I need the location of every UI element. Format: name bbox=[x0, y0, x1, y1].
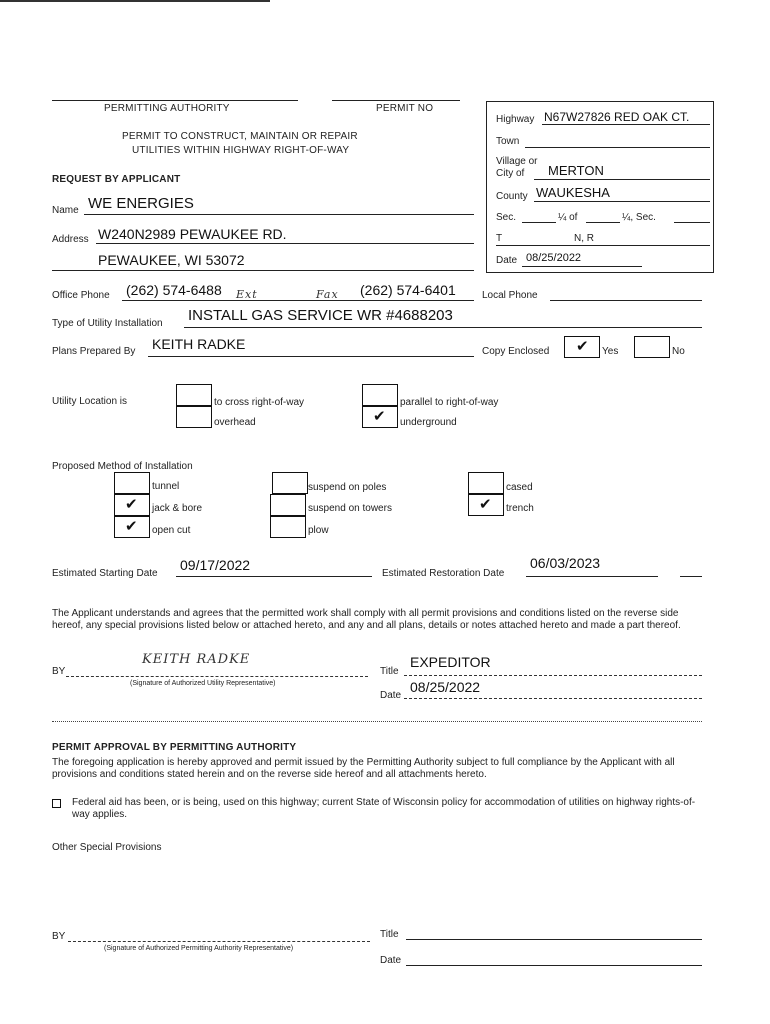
box-date-label: Date bbox=[496, 255, 518, 266]
name-label: Name bbox=[52, 205, 79, 216]
village-field[interactable]: MERTON bbox=[548, 163, 604, 178]
fax-field[interactable]: (262) 574-6401 bbox=[360, 282, 456, 298]
section-divider bbox=[52, 721, 702, 722]
suspend-towers-checkbox[interactable] bbox=[270, 494, 306, 516]
applicant-signature-caption: (Signature of Authorized Utility Representative) bbox=[130, 680, 276, 687]
underground-checkmark: ✔ bbox=[373, 407, 386, 425]
office-phone-label: Office Phone bbox=[52, 290, 110, 301]
approval-text: The foregoing application is hereby approved and permit issued by the Permitting Authority subject to full compliance by the Applicant with all provisions and conditions stated herein and on the reverse side hereof and all attachments hereto. bbox=[52, 757, 675, 780]
local-phone-field[interactable] bbox=[550, 300, 702, 301]
suspend-poles-label: suspend on poles bbox=[308, 482, 387, 493]
other-provisions-label: Other Special Provisions bbox=[52, 842, 162, 853]
restoration-date-label: Estimated Restoration Date bbox=[382, 568, 505, 579]
applicant-date-label: Date bbox=[380, 690, 402, 701]
utility-type-label: Type of Utility Installation bbox=[52, 318, 163, 329]
overhead-label: overhead bbox=[214, 417, 256, 428]
restoration-extra-underline bbox=[680, 576, 702, 577]
applicant-date-field[interactable]: 08/25/2022 bbox=[410, 679, 481, 695]
trench-label: trench bbox=[506, 503, 534, 514]
applicant-date-underline bbox=[404, 698, 702, 699]
village-label-1: Village or bbox=[496, 156, 538, 167]
sec-label: Sec. bbox=[496, 212, 517, 223]
authority-label: PERMITTING AUTHORITY bbox=[104, 103, 230, 114]
plow-label: plow bbox=[308, 525, 329, 536]
request-heading: REQUEST BY APPLICANT bbox=[52, 174, 181, 185]
open-cut-label: open cut bbox=[152, 525, 191, 536]
copy-yes-checkmark: ✔ bbox=[576, 337, 589, 355]
federal-aid-text: Federal aid has been, or is being, used on this highway; current State of Wisconsin policy for accommodation of utilities on highway rights-of-way applies. bbox=[72, 797, 696, 820]
cross-row-label: to cross right-of-way bbox=[214, 397, 305, 408]
plans-label: Plans Prepared By bbox=[52, 346, 136, 357]
applicant-by-label: BY bbox=[52, 666, 66, 677]
start-date-underline bbox=[176, 576, 372, 577]
quarter-field[interactable] bbox=[586, 222, 620, 223]
highway-underline bbox=[542, 124, 710, 125]
authority-signature-line[interactable] bbox=[68, 941, 370, 942]
jack-bore-label: jack & bore bbox=[152, 503, 203, 514]
restoration-date-field[interactable]: 06/03/2023 bbox=[530, 555, 601, 571]
applicant-title-underline bbox=[404, 675, 702, 676]
scan-artifact-line bbox=[0, 0, 270, 2]
ext-label: Ext bbox=[236, 288, 258, 301]
suspend-towers-label: suspend on towers bbox=[308, 503, 392, 514]
utility-type-field[interactable]: INSTALL GAS SERVICE WR #4688203 bbox=[188, 307, 453, 324]
utility-type-underline bbox=[184, 327, 702, 328]
quarter-sec-label: ¼, Sec. bbox=[622, 212, 656, 223]
town-field[interactable] bbox=[525, 147, 710, 148]
tunnel-checkbox[interactable] bbox=[114, 472, 150, 494]
highway-label: Highway bbox=[496, 114, 535, 125]
suspend-poles-checkbox[interactable] bbox=[272, 472, 308, 494]
local-phone-label: Local Phone bbox=[482, 290, 538, 301]
quarter-of-label: ¼ of bbox=[558, 212, 578, 223]
village-label-2: City of bbox=[496, 168, 525, 179]
cased-checkbox[interactable] bbox=[468, 472, 504, 494]
name-underline bbox=[84, 214, 474, 215]
start-date-label: Estimated Starting Date bbox=[52, 568, 158, 579]
address-label: Address bbox=[52, 234, 89, 245]
town-label: Town bbox=[496, 136, 520, 147]
address-line1-field[interactable]: W240N2989 PEWAUKEE RD. bbox=[98, 226, 287, 242]
village-underline bbox=[534, 179, 710, 180]
copy-no-checkbox[interactable] bbox=[634, 336, 670, 358]
restoration-date-underline bbox=[526, 576, 658, 577]
address-line1-underline bbox=[96, 243, 474, 244]
underground-label: underground bbox=[400, 417, 457, 428]
plans-underline bbox=[148, 356, 474, 357]
federal-aid-checkbox[interactable] bbox=[52, 799, 61, 808]
county-label: County bbox=[496, 191, 528, 202]
range-label: N, R bbox=[574, 233, 594, 244]
jack-bore-checkmark: ✔ bbox=[125, 495, 138, 513]
copy-yes-label: Yes bbox=[602, 346, 619, 357]
applicant-title-field[interactable]: EXPEDITOR bbox=[410, 654, 491, 670]
cross-row-checkbox[interactable] bbox=[176, 384, 212, 406]
office-phone-field[interactable]: (262) 574-6488 bbox=[126, 282, 222, 298]
authority-title-field[interactable] bbox=[406, 939, 702, 940]
applicant-signature[interactable]: KEITH RADKE bbox=[142, 652, 251, 667]
form-title-line1: PERMIT TO CONSTRUCT, MAINTAIN OR REPAIR bbox=[122, 131, 358, 142]
authority-by-label: BY bbox=[52, 931, 66, 942]
agreement-text: The Applicant understands and agrees that the permitted work shall comply with all permit provisions and conditions listed on the reverse side hereof, any special provisions listed below or attached hereto, and any and all plans, details or notes attached hereto and made a part thereof. bbox=[52, 608, 681, 631]
applicant-title-label: Title bbox=[380, 666, 399, 677]
utility-location-label: Utility Location is bbox=[52, 396, 128, 407]
permit-no-label: PERMIT NO bbox=[376, 103, 434, 114]
overhead-checkbox[interactable] bbox=[176, 406, 212, 428]
township-label: T bbox=[496, 233, 503, 244]
copy-enclosed-label: Copy Enclosed bbox=[482, 346, 550, 357]
parallel-row-checkbox[interactable] bbox=[362, 384, 398, 406]
plans-field[interactable]: KEITH RADKE bbox=[152, 336, 246, 352]
method-label: Proposed Method of Installation bbox=[52, 461, 193, 472]
county-underline bbox=[534, 201, 710, 202]
authority-signature-caption: (Signature of Authorized Permitting Authority Representative) bbox=[104, 945, 294, 952]
highway-field[interactable]: N67W27826 RED OAK CT. bbox=[544, 110, 690, 124]
quarter-sec-field[interactable] bbox=[674, 222, 710, 223]
permit-no-line bbox=[332, 100, 460, 101]
authority-title-label: Title bbox=[380, 929, 399, 940]
box-date-field[interactable]: 08/25/2022 bbox=[526, 252, 582, 264]
start-date-field[interactable]: 09/17/2022 bbox=[180, 557, 251, 573]
fax-label: Fax bbox=[316, 288, 339, 301]
address-line2-underline bbox=[52, 270, 474, 271]
authority-line bbox=[52, 100, 298, 101]
authority-date-field[interactable] bbox=[406, 965, 702, 966]
approval-heading: PERMIT APPROVAL BY PERMITTING AUTHORITY bbox=[52, 742, 297, 753]
parallel-row-label: parallel to right-of-way bbox=[400, 397, 499, 408]
authority-date-label: Date bbox=[380, 955, 402, 966]
phone-underline bbox=[122, 300, 474, 301]
trench-checkmark: ✔ bbox=[479, 495, 492, 513]
form-title-line2: UTILITIES WITHIN HIGHWAY RIGHT-OF-WAY bbox=[132, 145, 350, 156]
box-date-underline bbox=[522, 266, 642, 267]
county-field[interactable]: WAUKESHA bbox=[536, 185, 610, 200]
open-cut-checkmark: ✔ bbox=[125, 517, 138, 535]
tunnel-label: tunnel bbox=[152, 481, 180, 492]
copy-no-label: No bbox=[672, 346, 685, 357]
address-line2-field[interactable]: PEWAUKEE, WI 53072 bbox=[98, 252, 245, 268]
township-underline bbox=[496, 245, 710, 246]
sec-field[interactable] bbox=[522, 222, 556, 223]
applicant-signature-line bbox=[66, 676, 368, 677]
cased-label: cased bbox=[506, 482, 533, 493]
name-field[interactable]: WE ENERGIES bbox=[88, 195, 194, 212]
plow-checkbox[interactable] bbox=[270, 516, 306, 538]
